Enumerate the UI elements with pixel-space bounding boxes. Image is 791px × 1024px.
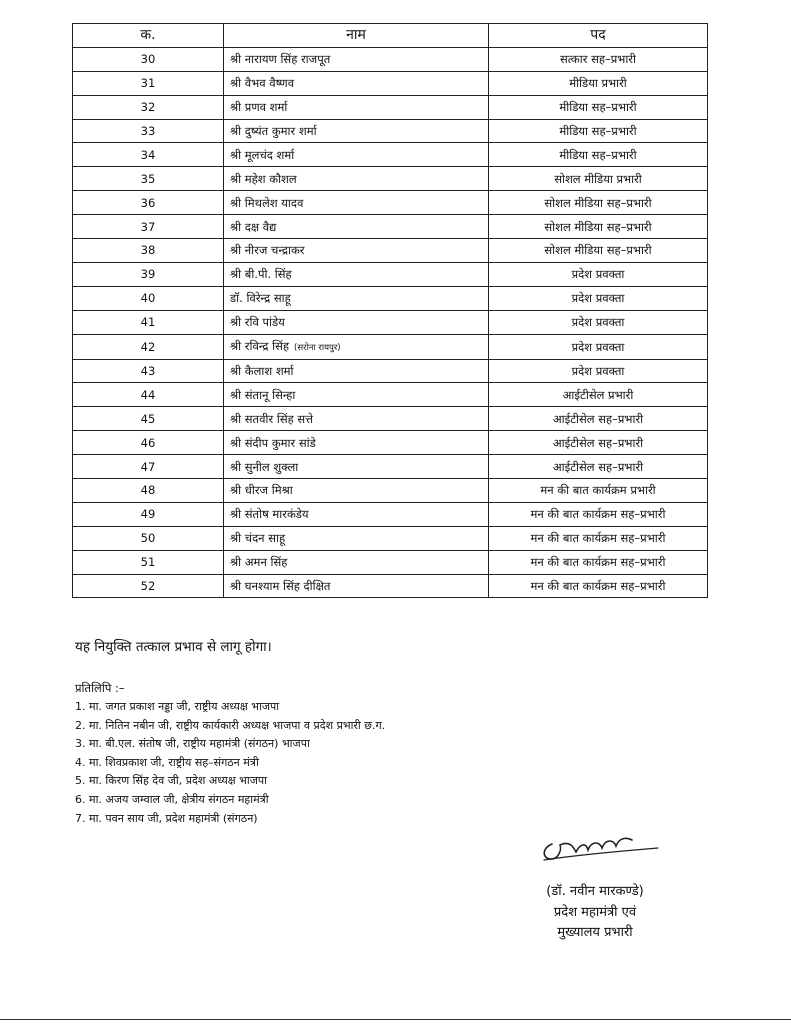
signatory-designation-2: मुख्यालय प्रभारी	[557, 925, 633, 940]
row-serial: 52	[73, 574, 224, 598]
row-name-cell	[224, 334, 489, 359]
bottom-rule	[0, 1019, 791, 1020]
row-name-cell	[224, 526, 489, 550]
row-name: श्री संतानू सिन्हा	[230, 387, 296, 402]
row-name-cell	[224, 47, 489, 71]
header-serial: क.	[73, 24, 224, 48]
row-serial: 46	[73, 431, 224, 455]
row-name-cell	[224, 479, 489, 503]
row-name-cell	[224, 143, 489, 167]
row-name: श्री अमन सिंह	[230, 555, 288, 570]
table-row	[73, 47, 708, 71]
row-name-cell	[224, 550, 489, 574]
copy-list-item: 4. मा. शिवप्रकाश जी, राष्ट्रीय सह–संगठन मंत्री	[75, 755, 259, 769]
row-name: श्री बी.पी. सिंह	[230, 267, 292, 282]
row-name-cell	[224, 502, 489, 526]
table-row	[73, 407, 708, 431]
row-post: प्रदेश प्रवक्ता	[489, 334, 708, 359]
row-post: मीडिया सह–प्रभारी	[489, 119, 708, 143]
copy-list-item: 7. मा. पवन साय जी, प्रदेश महामंत्री (संगठन)	[75, 811, 258, 825]
row-post: मन की बात कार्यक्रम सह–प्रभारी	[489, 574, 708, 598]
row-serial: 49	[73, 502, 224, 526]
row-serial: 41	[73, 310, 224, 334]
row-name-cell	[224, 359, 489, 383]
row-post: सत्कार सह–प्रभारी	[489, 47, 708, 71]
copy-list-item: 2. मा. नितिन नबीन जी, राष्ट्रीय कार्यकारी अध्यक्ष भाजपा व प्रदेश प्रभारी छ.ग.	[75, 718, 386, 732]
table-header-row	[73, 24, 708, 48]
row-name-cell	[224, 95, 489, 119]
row-name-cell	[224, 262, 489, 286]
copy-list	[75, 698, 385, 828]
row-post: मीडिया सह–प्रभारी	[489, 95, 708, 119]
row-serial: 32	[73, 95, 224, 119]
row-name-cell	[224, 167, 489, 191]
table-row	[73, 167, 708, 191]
row-serial: 50	[73, 526, 224, 550]
copy-list-item: 5. मा. किरण सिंह देव जी, प्रदेश अध्यक्ष भाजपा	[75, 774, 267, 788]
row-serial: 31	[73, 71, 224, 95]
row-serial: 30	[73, 47, 224, 71]
row-name-cell	[224, 239, 489, 263]
header-post: पद	[489, 24, 708, 48]
signatory-block	[500, 882, 690, 944]
row-name-cell	[224, 71, 489, 95]
table-row	[73, 334, 708, 359]
row-name: श्री प्रणव शर्मा	[230, 100, 288, 115]
row-name: श्री घनश्याम सिंह दीक्षित	[230, 579, 331, 594]
row-post: आईटीसेल सह–प्रभारी	[489, 431, 708, 455]
row-name: श्री सुनील शुक्ला	[230, 459, 299, 474]
row-serial: 36	[73, 191, 224, 215]
row-serial: 51	[73, 550, 224, 574]
row-name-cell	[224, 574, 489, 598]
row-name: श्री मूलचंद शर्मा	[230, 147, 295, 162]
row-name: श्री रवि पांडेय	[230, 315, 285, 330]
row-post: मन की बात कार्यक्रम सह–प्रभारी	[489, 502, 708, 526]
signatory-name: (डॉ. नवीन मारकण्डे)	[546, 884, 644, 899]
row-serial: 38	[73, 239, 224, 263]
row-name: श्री धीरज मिश्रा	[230, 483, 293, 498]
table-row	[73, 431, 708, 455]
row-serial: 39	[73, 262, 224, 286]
row-name: डॉ. विरेन्द्र साहू	[230, 291, 291, 306]
table-row	[73, 95, 708, 119]
row-post: प्रदेश प्रवक्ता	[489, 310, 708, 334]
row-post: आईटीसेल सह–प्रभारी	[489, 455, 708, 479]
table-row	[73, 310, 708, 334]
header-name: नाम	[224, 24, 489, 48]
signatory-designation-1: प्रदेश महामंत्री एवं	[553, 904, 637, 920]
table-row	[73, 239, 708, 263]
row-post: मन की बात कार्यक्रम सह–प्रभारी	[489, 550, 708, 574]
table-row	[73, 143, 708, 167]
table-row	[73, 502, 708, 526]
table-row	[73, 119, 708, 143]
row-post: मीडिया सह–प्रभारी	[489, 143, 708, 167]
row-post: आईटीसेल प्रभारी	[489, 383, 708, 407]
table-row	[73, 191, 708, 215]
row-name: श्री नारायण सिंह राजपूत	[230, 52, 331, 67]
row-name: श्री वैभव वैष्णव	[230, 76, 295, 91]
copy-list-item: 6. मा. अजय जम्वाल जी, क्षेत्रीय संगठन महामंत्री	[75, 792, 269, 806]
row-post: सोशल मीडिया सह–प्रभारी	[489, 191, 708, 215]
row-post: प्रदेश प्रवक्ता	[489, 262, 708, 286]
table-row	[73, 215, 708, 239]
row-name-cell	[224, 310, 489, 334]
table-row	[73, 286, 708, 310]
row-serial: 33	[73, 119, 224, 143]
row-name: श्री चंदन साहू	[230, 531, 286, 546]
row-post: मन की बात कार्यक्रम प्रभारी	[489, 479, 708, 503]
signature-image	[540, 826, 660, 870]
row-serial: 42	[73, 334, 224, 359]
row-name: श्री संतोष मारकंडेय	[230, 507, 309, 522]
effective-note: यह नियुक्ति तत्काल प्रभाव से लागू होगा।	[75, 639, 272, 655]
row-name: श्री दक्ष वैद्य	[230, 219, 277, 234]
row-name: श्री महेश कौशल	[230, 171, 297, 186]
row-name: श्री कैलाश शर्मा	[230, 364, 294, 379]
row-serial: 45	[73, 407, 224, 431]
row-name-cell	[224, 455, 489, 479]
row-name: श्री सतवीर सिंह सत्ते	[230, 411, 314, 426]
table-row	[73, 550, 708, 574]
row-post: प्रदेश प्रवक्ता	[489, 286, 708, 310]
row-name-cell	[224, 119, 489, 143]
row-post: सोशल मीडिया सह–प्रभारी	[489, 215, 708, 239]
row-name: श्री नीरज चन्द्राकर	[230, 243, 305, 258]
row-name-cell	[224, 191, 489, 215]
row-name: श्री रविन्द्र सिंह	[230, 338, 290, 353]
table-row	[73, 526, 708, 550]
row-serial: 35	[73, 167, 224, 191]
table-row	[73, 383, 708, 407]
table-row	[73, 359, 708, 383]
row-post: सोशल मीडिया सह–प्रभारी	[489, 239, 708, 263]
row-serial: 40	[73, 286, 224, 310]
row-serial: 48	[73, 479, 224, 503]
table-row	[73, 262, 708, 286]
row-serial: 34	[73, 143, 224, 167]
row-post: आईटीसेल सह–प्रभारी	[489, 407, 708, 431]
row-serial: 43	[73, 359, 224, 383]
row-name: श्री मिथलेश यादव	[230, 195, 304, 210]
row-name-cell	[224, 407, 489, 431]
appointments-table	[72, 23, 708, 598]
row-post: प्रदेश प्रवक्ता	[489, 359, 708, 383]
row-post: मन की बात कार्यक्रम सह–प्रभारी	[489, 526, 708, 550]
row-serial: 44	[73, 383, 224, 407]
table-row	[73, 479, 708, 503]
table-row	[73, 455, 708, 479]
row-post: सोशल मीडिया प्रभारी	[489, 167, 708, 191]
row-name-note: (सरोना रायपुर)	[294, 342, 341, 353]
table-row	[73, 71, 708, 95]
copy-list-item: 3. मा. बी.एल. संतोष जी, राष्ट्रीय महामंत्री (संगठन) भाजपा	[75, 737, 310, 751]
row-name-cell	[224, 286, 489, 310]
copy-heading: प्रतिलिपि :–	[75, 681, 125, 695]
row-name-cell	[224, 431, 489, 455]
row-name-cell	[224, 383, 489, 407]
row-name: श्री संदीप कुमार सांडे	[230, 435, 316, 450]
row-name: श्री दुष्यंत कुमार शर्मा	[230, 124, 317, 138]
row-post: मीडिया प्रभारी	[489, 71, 708, 95]
row-serial: 47	[73, 455, 224, 479]
row-serial: 37	[73, 215, 224, 239]
copy-list-item: 1. मा. जगत प्रकाश नड्डा जी, राष्ट्रीय अध्यक्ष भाजपा	[75, 700, 280, 713]
row-name-cell	[224, 215, 489, 239]
table-row	[73, 574, 708, 598]
table-body	[73, 47, 708, 598]
